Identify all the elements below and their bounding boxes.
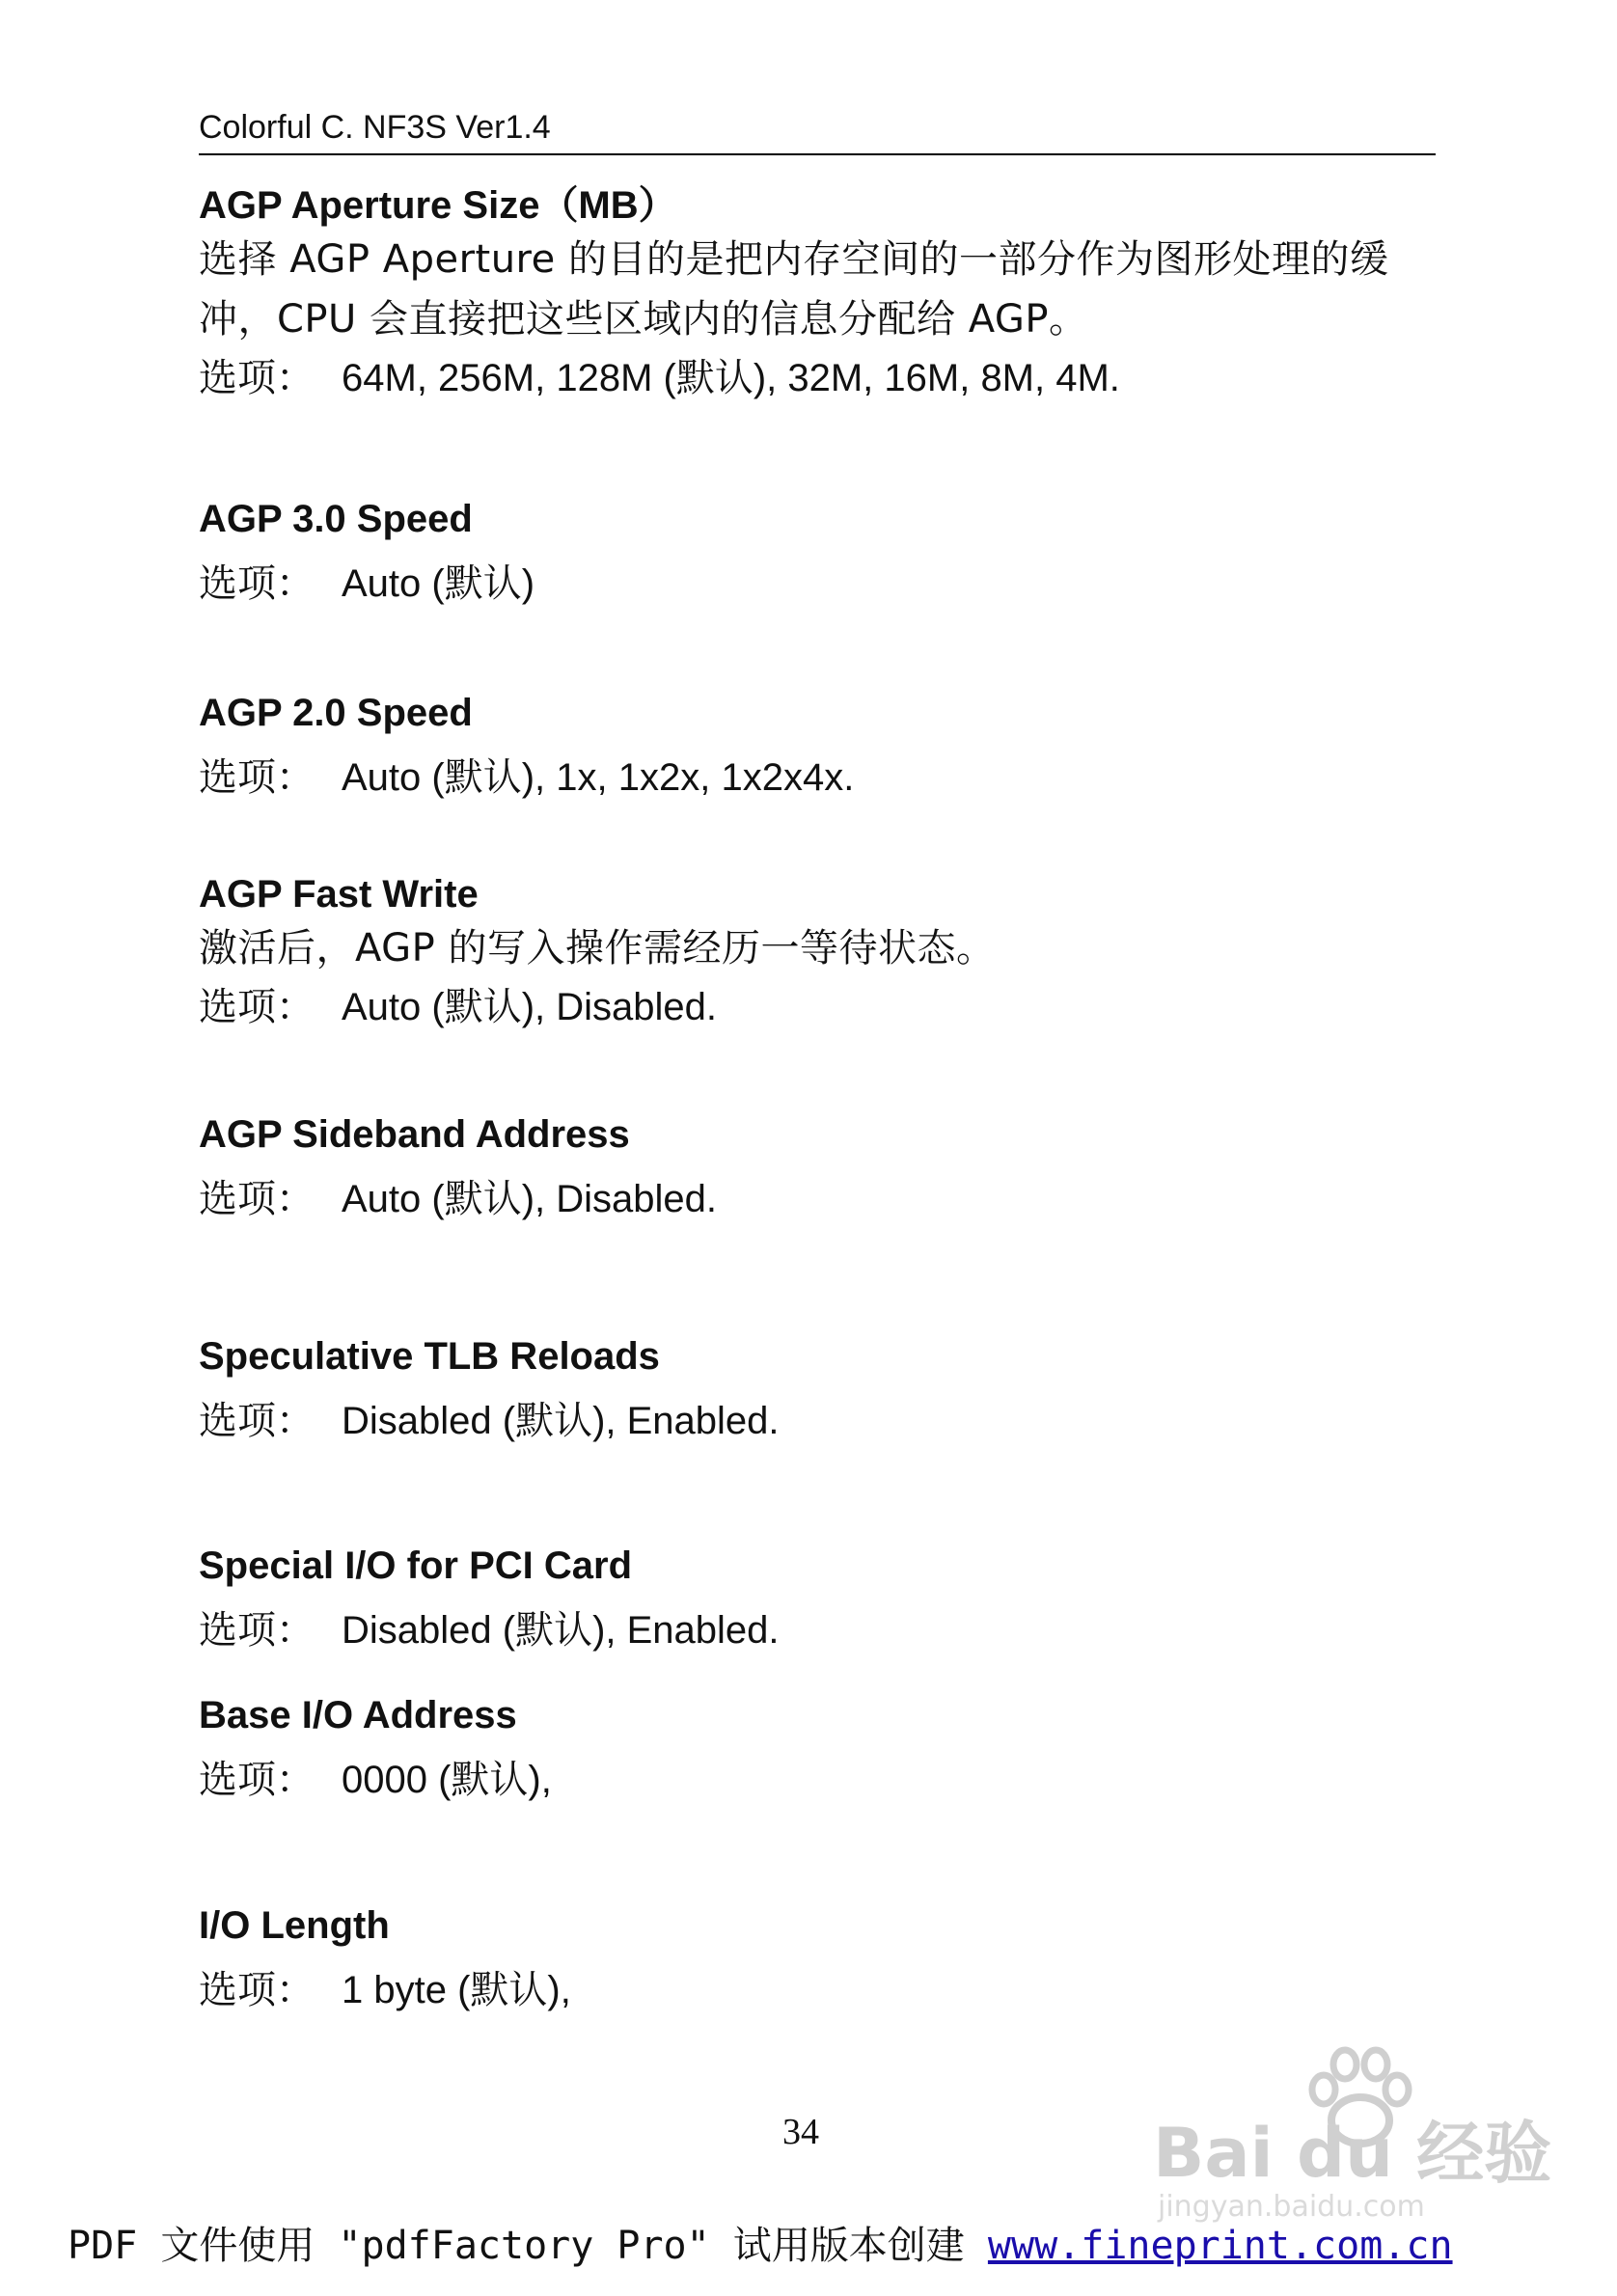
section-agp-2-speed [199,689,1436,806]
options-value: 0000 (默认), [342,1759,552,1801]
section-title: AGP 2.0 Speed [199,692,473,734]
running-header: Colorful C. NF3S Ver1.4 [199,109,551,146]
options-value: Auto (默认), 1x, 1x2x, 1x2x4x. [342,756,855,799]
watermark-url: jingyan.baidu.com [1158,2190,1425,2224]
section-title: I/O Length [199,1904,390,1947]
section-description: 选择 AGP Aperture 的目的是把内存空间的一部分作为图形处理的缓冲，CPU 会直接把这些区域内的信息分配给 AGP。 [199,237,1389,342]
section-title: Speculative TLB Reloads [199,1335,660,1378]
section-agp-fast-write [199,870,1436,1036]
section-io-length [199,1901,1436,2019]
section-agp-sideband-address [199,1110,1436,1228]
options-value: Auto (默认), Disabled. [342,1178,718,1220]
section-base-io-address [199,1691,1436,1809]
options-label: 选项： [199,356,315,400]
options-line [199,978,1436,1036]
section-speculative-tlb-reloads [199,1332,1436,1450]
watermark-brand: Bai du 经验 [1153,2114,1552,2193]
section-title: Special I/O for PCI Card [199,1544,633,1587]
section-agp-3-speed [199,495,1436,613]
section-title: AGP Sideband Address [199,1113,630,1156]
options-value: Auto (默认) [342,562,535,605]
section-agp-aperture-size [199,181,1436,407]
section-special-io-pci-card [199,1542,1436,1659]
baidu-jingyan-watermark [1153,2045,1552,2224]
options-line [199,1170,1436,1228]
section-title: Base I/O Address [199,1694,517,1736]
options-value: Disabled (默认), Enabled. [342,1609,780,1652]
options-line [199,1392,1436,1450]
section-description: 激活后，AGP 的写入操作需经历一等待状态。 [199,926,996,970]
options-label: 选项： [199,985,315,1029]
options-line [199,1601,1436,1659]
options-label: 选项： [199,1968,315,2012]
section-title: AGP Aperture Size（MB） [199,184,677,227]
options-label: 选项： [199,1399,315,1443]
options-value: Auto (默认), Disabled. [342,986,718,1028]
options-line [199,749,1436,806]
footer-text: PDF 文件使用 "pdfFactory Pro" 试用版本创建 [68,2224,965,2268]
options-line [199,555,1436,613]
options-line [199,1961,1436,2019]
options-value: 64M, 256M, 128M (默认), 32M, 16M, 8M, 4M. [342,357,1120,399]
section-title: AGP 3.0 Speed [199,498,473,540]
options-label: 选项： [199,1758,315,1802]
options-label: 选项： [199,1608,315,1653]
options-label: 选项： [199,1177,315,1221]
pdf-footer [68,2221,1573,2271]
options-line [199,349,1436,407]
options-value: Disabled (默认), Enabled. [342,1400,780,1442]
options-label: 选项： [199,561,315,606]
options-label: 选项： [199,755,315,800]
section-title: AGP Fast Write [199,873,479,916]
options-line [199,1751,1436,1809]
options-value: 1 byte (默认), [342,1969,571,2011]
header-rule [199,153,1436,155]
footer-link[interactable]: www.fineprint.com.cn [987,2224,1453,2268]
page-number: 34 [782,2112,819,2152]
